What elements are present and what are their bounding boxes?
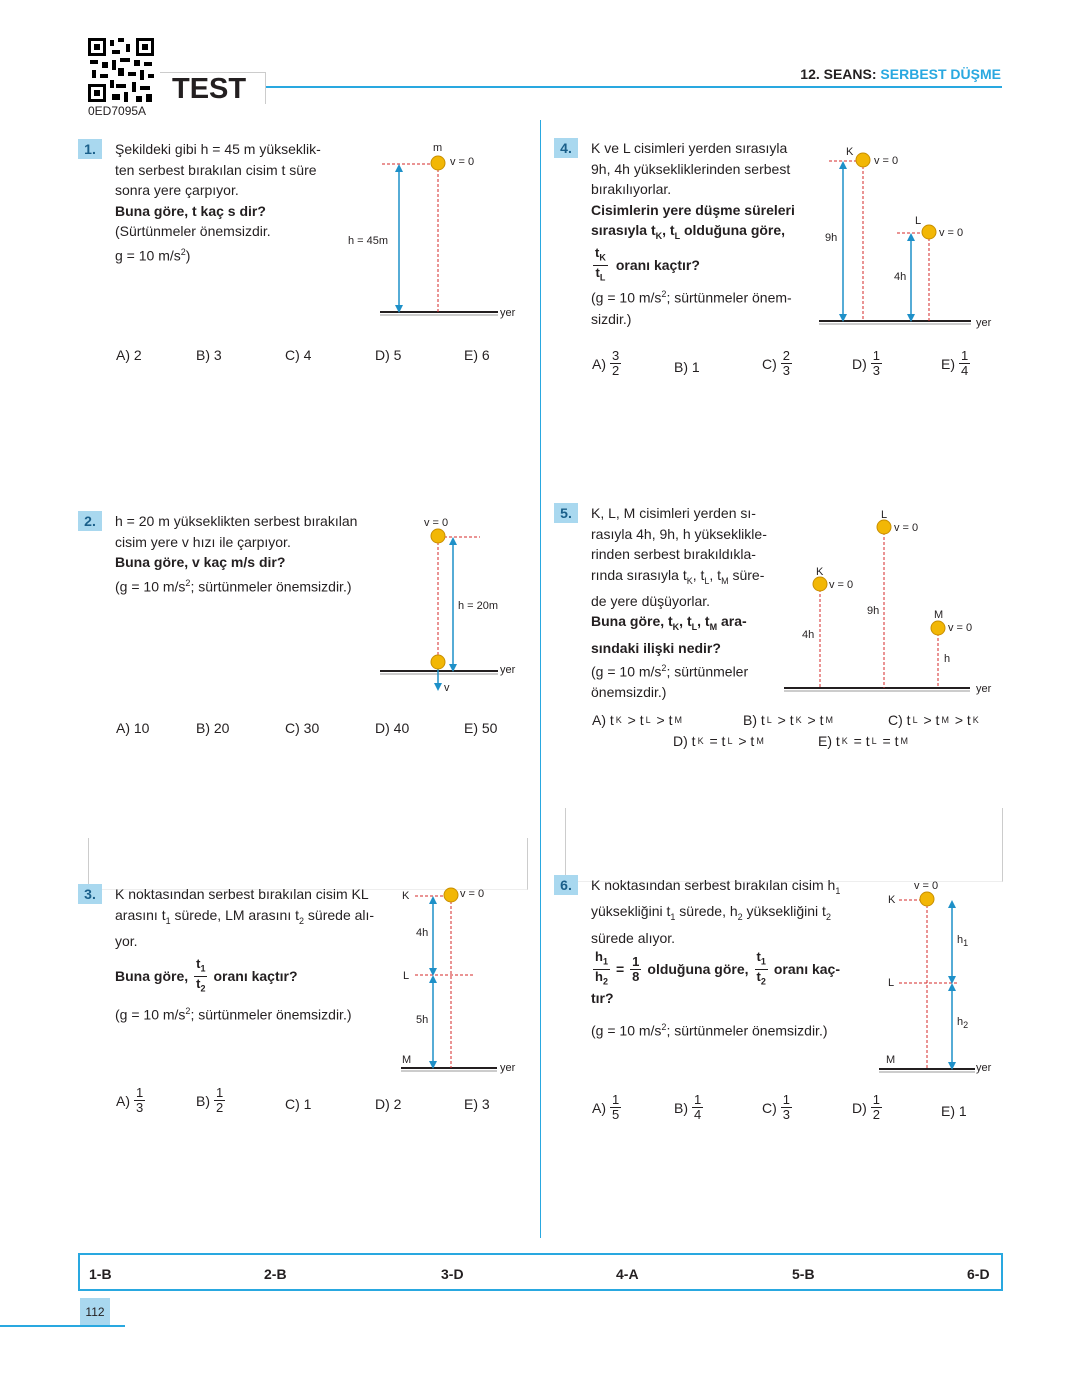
q4-fig-v0L: v = 0 — [939, 227, 964, 239]
q6-fig-v0: v = 0 — [914, 880, 939, 892]
q4-fig-L: L — [915, 215, 922, 227]
q5-fig-ground: yer — [976, 683, 992, 695]
q4-ball-K — [856, 153, 870, 167]
q1-fig-h: h = 45m — [348, 235, 389, 247]
q1-fig-v0: v = 0 — [450, 156, 475, 168]
q3-choice-e[interactable]: E) 3 — [464, 1096, 490, 1112]
q2-choice-e[interactable]: E) 50 — [464, 720, 498, 736]
q4-choice-b[interactable]: B) 1 — [674, 359, 700, 375]
q4-fig-K: K — [846, 146, 854, 158]
q5-choice-e[interactable]: E) t K = t L = t M — [818, 733, 909, 749]
q2-fig-ground: yer — [500, 664, 516, 676]
q5-fig-hL: 9h — [867, 605, 880, 617]
q4-choice-a[interactable]: A) $\frac{3}{2}$ — [592, 348, 620, 378]
q5-choice-d[interactable]: D) t K = t L > t M — [673, 733, 764, 749]
q4-choice-d[interactable]: D) $\frac{1}{3}$ — [852, 348, 881, 378]
q1-choice-c[interactable]: C) 4 — [285, 347, 312, 363]
q5-figure — [780, 510, 980, 700]
q3-fig-h1: 4h — [416, 927, 429, 939]
q3-choice-a[interactable]: A) $\frac{1}{3}$ — [116, 1085, 144, 1115]
q2-choice-c[interactable]: C) 30 — [285, 720, 320, 736]
q3-number: 3. — [78, 884, 102, 904]
q4-number: 4. — [554, 138, 578, 158]
q5-choice-a[interactable]: A) t K > t L > t M — [592, 712, 683, 728]
q5-choice-c[interactable]: C) t L > t M > t K — [888, 712, 979, 728]
q1-text: Şekildeki gibi h = 45 m yükseklik- ten serbest bırakılan cisim t süre sonra yere çarpıyor. Buna göre, t kaç s dir? (Sürtünmeler önemsizdir. g = 10 $m/s^2$) — [115, 141, 321, 264]
q2-fig-h: h = 20m — [458, 600, 499, 612]
q3-choice-b[interactable]: B) $\frac{1}{2}$ — [196, 1085, 224, 1115]
q4-fig-hK: 9h — [825, 232, 838, 244]
q5-number: 5. — [554, 503, 578, 523]
q5-ball-L — [877, 520, 891, 534]
q5-ball-K — [813, 577, 827, 591]
q1-choice-a[interactable]: A) 2 — [116, 347, 142, 363]
q2-ball-bottom — [431, 655, 445, 669]
q6-choice-a[interactable]: A) $\frac{1}{5}$ — [592, 1092, 620, 1122]
q2-fig-v: v — [444, 682, 450, 694]
session-topic: SERBEST DÜŞME — [880, 66, 1001, 82]
q4-choice-c[interactable]: C) $\frac{2}{3}$ — [762, 348, 791, 378]
answer-6: 6-D — [967, 1266, 990, 1282]
test-label: TEST — [160, 72, 266, 104]
q6-text: K noktasından serbest bırakılan cisim $h_1$ yüksekliğini $t_1$ sürede, $h_2$ yüksekliğini $t_2$ sürede alıyor. $\frac{h_1}{h_2}$ = $\frac{1}{8}$ olduğuna göre, $\frac{t_1}{t_2}$ oranı kaç- tır? (g = 10 $m/s^2$; sürtünmeler önemsizdir.) — [591, 877, 841, 1039]
q6-choice-e[interactable]: E) 1 — [941, 1103, 967, 1119]
answer-1: 1-B — [89, 1266, 112, 1282]
q2-fig-v0: v = 0 — [424, 517, 449, 529]
q1-choice-e[interactable]: E) 6 — [464, 347, 490, 363]
q5-fig-v0K: v = 0 — [829, 579, 854, 591]
q6-number: 6. — [554, 875, 578, 895]
q5-fig-M: M — [934, 609, 944, 621]
q1-choice-d[interactable]: D) 5 — [375, 347, 402, 363]
q2-number: 2. — [78, 511, 102, 531]
q1-number: 1. — [78, 139, 102, 159]
q4-fig-v0K: v = 0 — [874, 155, 899, 167]
header-rule — [266, 86, 1002, 88]
q4-text: K ve L cisimleri yerden sırasıyla 9h, 4h yüksekliklerinden serbest bırakılıyorlar. Cisimlerin yere düşme süreleri sırasıyla $t_K$, $t_L$ olduğuna göre, $\frac{t_K}{t_L}$ oranı kaçtır? (g = 10 $m/s^2$; sürtünmeler önem- sizdir.) — [591, 140, 795, 327]
q1-fig-m: m — [433, 142, 443, 154]
session-title — [800, 66, 1001, 82]
q6-choice-b[interactable]: B) $\frac{1}{4}$ — [674, 1092, 702, 1122]
q6-fig-M: M — [886, 1054, 896, 1066]
q4-figure — [815, 145, 980, 335]
q3-fig-ground: yer — [500, 1062, 516, 1074]
qr-code — [88, 38, 154, 102]
q2-text: h = 20 m yükseklikten serbest bırakılan cisim yere v hızı ile çarpıyor. Buna göre, v kaç m/s dir? (g = 10 $m/s^2$; sürtünmeler önemsizdir.) — [115, 513, 358, 595]
q2-choice-b[interactable]: B) 20 — [196, 720, 230, 736]
q5-fig-K: K — [816, 566, 824, 578]
qr-code-label: 0ED7095A — [88, 104, 147, 118]
q3-choice-c[interactable]: C) 1 — [285, 1096, 312, 1112]
q3-fig-K: K — [402, 890, 410, 902]
q3-fig-v0: v = 0 — [460, 888, 485, 900]
q6-ball — [920, 892, 934, 906]
q2-choice-a[interactable]: A) 10 — [116, 720, 150, 736]
q4-fig-ground: yer — [976, 317, 992, 329]
q6-fig-ground: yer — [976, 1062, 992, 1074]
answer-3: 3-D — [441, 1266, 464, 1282]
q4-choice-e[interactable]: E) $\frac{1}{4}$ — [941, 348, 969, 378]
q3-fig-h2: 5h — [416, 1014, 429, 1026]
answer-2: 2-B — [264, 1266, 287, 1282]
q3-fig-L: L — [403, 970, 410, 982]
q6-fig-K: K — [888, 894, 896, 906]
q5-fig-hM: h — [944, 653, 951, 665]
q4-fig-hL: 4h — [894, 271, 907, 283]
page-number: 112 — [80, 1298, 110, 1326]
q5-fig-hK: 4h — [802, 629, 815, 641]
answer-5: 5-B — [792, 1266, 815, 1282]
q6-fig-L: L — [888, 977, 895, 989]
answer-key-box — [78, 1253, 1003, 1291]
q1-fig-ground: yer — [500, 307, 516, 319]
q3-ball — [444, 888, 458, 902]
q6-fig-h2: $h_2$ — [957, 1016, 969, 1031]
q5-fig-L: L — [881, 509, 888, 521]
q1-ball — [431, 156, 445, 170]
column-divider — [540, 120, 541, 1238]
footer-rule — [0, 1325, 125, 1327]
q6-choice-c[interactable]: C) $\frac{1}{3}$ — [762, 1092, 791, 1122]
q5-text: K, L, M cisimleri yerden sı- rasıyla 4h, 9h, h yükseklikle- rinden serbest bırakıldıkla- rında sırasıyla $t_K$, $t_L$, $t_M$ süre- de yere düşüyorlar. Buna göre, $t_K$, $t_L$, $t_M$ ara- sındaki ilişki nedir? (g = 10 $m/s^2$; sürtünmeler önemsizdir.) — [591, 505, 767, 701]
q6-frame — [565, 808, 1003, 882]
answer-4: 4-A — [616, 1266, 639, 1282]
q3-figure — [395, 882, 525, 1077]
q6-choice-d[interactable]: D) $\frac{1}{2}$ — [852, 1092, 881, 1122]
q3-choice-d[interactable]: D) 2 — [375, 1096, 402, 1112]
session-label: 12. SEANS: — [800, 66, 877, 82]
q2-ball-top — [431, 529, 445, 543]
q5-fig-v0L: v = 0 — [894, 522, 919, 534]
q6-fig-h1: $h_1$ — [957, 934, 969, 949]
q5-fig-v0M: v = 0 — [948, 622, 973, 634]
q3-fig-M: M — [402, 1054, 412, 1066]
q3-text: K noktasından serbest bırakılan cisim KL arasını $t_1$ sürede, LM arasını $t_2$ sürede alı- yor. Buna göre, $\frac{t_1}{t_2}$ oranı kaçtır? (g = 10 $m/s^2$; sürtünmeler önemsizdir.) — [115, 886, 375, 1024]
q5-choice-b[interactable]: B) t L > t K > t M — [743, 712, 834, 728]
q2-choice-d[interactable]: D) 40 — [375, 720, 410, 736]
q5-ball-M — [931, 621, 945, 635]
q4-ball-L — [922, 225, 936, 239]
q1-choice-b[interactable]: B) 3 — [196, 347, 222, 363]
